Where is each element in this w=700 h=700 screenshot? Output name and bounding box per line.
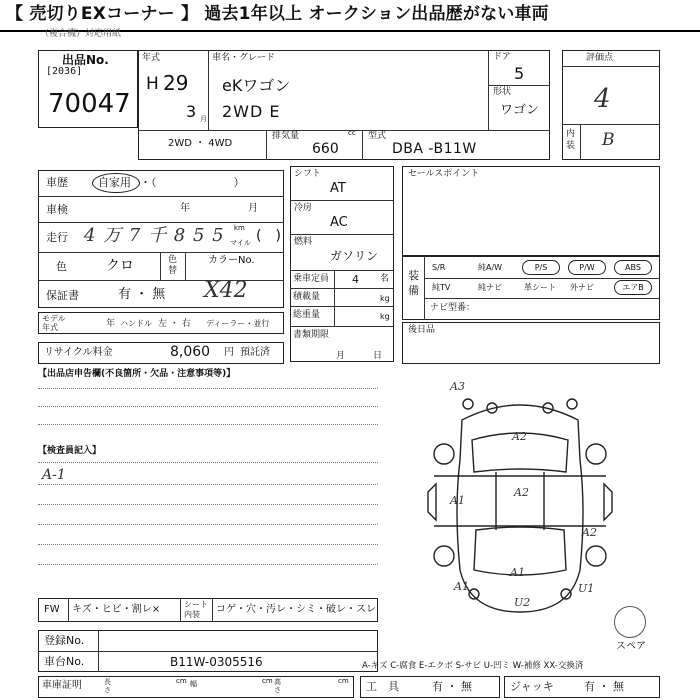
mark-rear-center: A1	[510, 566, 525, 579]
shape-value: ワゴン	[500, 103, 540, 118]
chassis-label: 車台No.	[44, 655, 85, 668]
grade-score: 4	[594, 84, 611, 114]
lot-label: 出品No.	[62, 53, 109, 67]
inspection-year-unit: 年	[180, 203, 190, 214]
recycle-amount: 8,060	[170, 344, 211, 360]
lot-number: 70047	[48, 89, 131, 119]
cert-width: 幅	[190, 680, 197, 688]
tools-label: 工 具	[366, 680, 399, 693]
ac-value: AC	[330, 215, 348, 230]
gross-label: 総重量	[293, 310, 321, 320]
cert-height-unit: cm	[338, 677, 349, 685]
grade-label: 評価点	[586, 53, 614, 63]
color-no-label: カラーNo.	[208, 255, 255, 266]
spare-label: スペア	[616, 641, 646, 652]
mark-bumper: U2	[514, 596, 531, 609]
warranty-label: 保証書	[46, 289, 79, 302]
model-label: 型式	[368, 131, 387, 141]
equipment-2-0: 純TV	[432, 283, 451, 292]
sales-box	[402, 166, 660, 256]
recycle-unit: 円	[224, 347, 234, 358]
car-diagram	[410, 380, 630, 630]
jack-label: ジャッキ	[510, 680, 554, 693]
damage-legend: A-キズ C-腐食 E-エクボ S-サビ U-凹ミ W-補修 XX-交換済	[362, 661, 584, 671]
mark-left-door: A1	[450, 494, 465, 507]
warranty-value: 有 ・ 無	[118, 287, 166, 302]
load-unit: kg	[380, 294, 390, 303]
km-unit: km	[234, 224, 245, 232]
shift-label: シフト	[294, 169, 322, 179]
color-label: 色	[56, 260, 67, 273]
equipment-1-3: P/W	[568, 260, 606, 275]
cert-length: 長さ	[104, 678, 111, 694]
fuel-label: 燃料	[294, 237, 313, 247]
fw-text: キズ・ヒビ・割レ×	[72, 604, 161, 615]
inspector-label: 【検査員記入】	[38, 446, 102, 456]
mileage-paren: ( )	[256, 228, 281, 244]
mark-center: A2	[514, 486, 529, 499]
equipment-1-2: P/S	[522, 260, 560, 275]
seat-label: シート内装	[184, 600, 208, 619]
dealer-label: ディーラー・並行	[206, 319, 270, 328]
displacement-unit: cc	[348, 129, 356, 137]
damage-marks	[449, 380, 597, 609]
reg-rest: ・（ ）	[140, 176, 245, 189]
recycle-note: 預託済	[240, 347, 270, 358]
door-value: 5	[514, 64, 525, 83]
model-year-label: モデル年式	[42, 314, 66, 332]
inspection-label: 車検	[46, 203, 68, 216]
sales-label: セールスポイント	[408, 169, 480, 179]
capacity-unit: 名	[380, 274, 390, 284]
equipment-2-4: エアB	[614, 280, 652, 295]
form-subtitle: （複合機）対応用紙	[40, 29, 122, 39]
spare-tire-icon	[614, 606, 646, 638]
gross-unit: kg	[380, 312, 390, 321]
era: H	[146, 74, 159, 94]
reg-value: 自家用	[98, 176, 131, 189]
tools-value: 有 ・ 無	[432, 680, 472, 693]
capacity-label: 乗車定員	[293, 274, 330, 284]
vehicle-grade: 2WD E	[222, 102, 281, 121]
equipment-1-0: S/R	[432, 263, 446, 272]
nav-label: ナビ型番：	[430, 303, 476, 313]
mark-top: A3	[450, 380, 465, 393]
cert-length-unit: cm	[176, 677, 187, 685]
inspector-note: A-1	[42, 467, 66, 483]
later-box	[402, 322, 660, 364]
shift-value: AT	[330, 181, 346, 196]
defects-label: 【出品店申告欄(不良箇所・欠品・注意事項等)】	[38, 369, 236, 379]
equipment-label: 装備	[408, 269, 419, 297]
cert-width-unit: cm	[262, 677, 273, 685]
mileage-label: 走行	[46, 231, 68, 244]
vehicle-name: eKワゴン	[222, 76, 291, 95]
cert-label: 車庫証明	[42, 680, 82, 691]
door-label: ドア	[493, 52, 511, 62]
fuel-value: ガソリン	[330, 249, 379, 263]
lot-code: [2036]	[46, 66, 83, 77]
inspection-month-unit: 月	[248, 203, 258, 214]
shape-label: 形状	[493, 87, 512, 97]
header-banner: 【 売切りEXコーナー 】 過去1年以上 オークション出品歴がない車両	[6, 4, 549, 24]
equipment-1-1: 純A/W	[478, 263, 503, 272]
interior-label: 内装	[566, 129, 576, 151]
ac-label: 冷房	[294, 203, 313, 213]
name-label: 車名・グレード	[212, 53, 276, 63]
mark-roof: A2	[512, 430, 527, 443]
color-number: X42	[204, 278, 248, 303]
jack-value: 有 ・ 無	[584, 680, 624, 693]
load-label: 積載量	[293, 292, 321, 302]
displacement-value: 660	[312, 141, 339, 157]
storage-unit: 月日	[336, 351, 411, 361]
drive-options: 2WD ・ 4WD	[168, 138, 233, 149]
equipment-2-2: 革シート	[524, 283, 556, 292]
later-label: 後日品	[408, 325, 436, 335]
displacement-label: 排気量	[272, 131, 300, 141]
color-change-label: 色替	[168, 255, 178, 276]
handle-label: ハンドル	[120, 319, 152, 328]
interior-grade: B	[602, 130, 615, 150]
month-value: 3	[186, 102, 197, 121]
year-label: 年式	[142, 53, 161, 63]
fw-label: FW	[44, 604, 60, 615]
capacity-value: 4	[352, 273, 359, 286]
seat-text: コゲ・穴・汚レ・シミ・破レ・スレ	[216, 604, 376, 615]
mile-unit: マイル	[230, 239, 251, 247]
storage-label: 書類期限	[293, 330, 330, 340]
model-value: DBA -B11W	[392, 141, 477, 157]
reg-label: 車歴	[46, 176, 68, 189]
cert-height: 高さ	[274, 678, 281, 694]
equipment-1-4: ABS	[614, 260, 652, 275]
mark-right-rear: A2	[582, 526, 597, 539]
chassis-value: B11W-0305516	[170, 655, 263, 669]
handle-value: 左 ・ 右	[158, 319, 191, 329]
equipment-2-3: 外ナビ	[570, 283, 594, 292]
mileage-value: 4 万 7 千 8 5 5	[84, 225, 225, 246]
reg-no-label: 登録No.	[44, 634, 85, 647]
model-year-unit: 年	[106, 319, 116, 329]
color-value: クロ	[106, 258, 134, 274]
equipment-2-1: 純ナビ	[478, 283, 502, 292]
year-value: 29	[163, 71, 189, 95]
mark-right-corner: U1	[578, 582, 595, 595]
month-unit: 月	[200, 115, 207, 123]
mark-left-rear: A1	[454, 580, 469, 593]
recycle-label: リサイクル料金	[44, 347, 113, 358]
